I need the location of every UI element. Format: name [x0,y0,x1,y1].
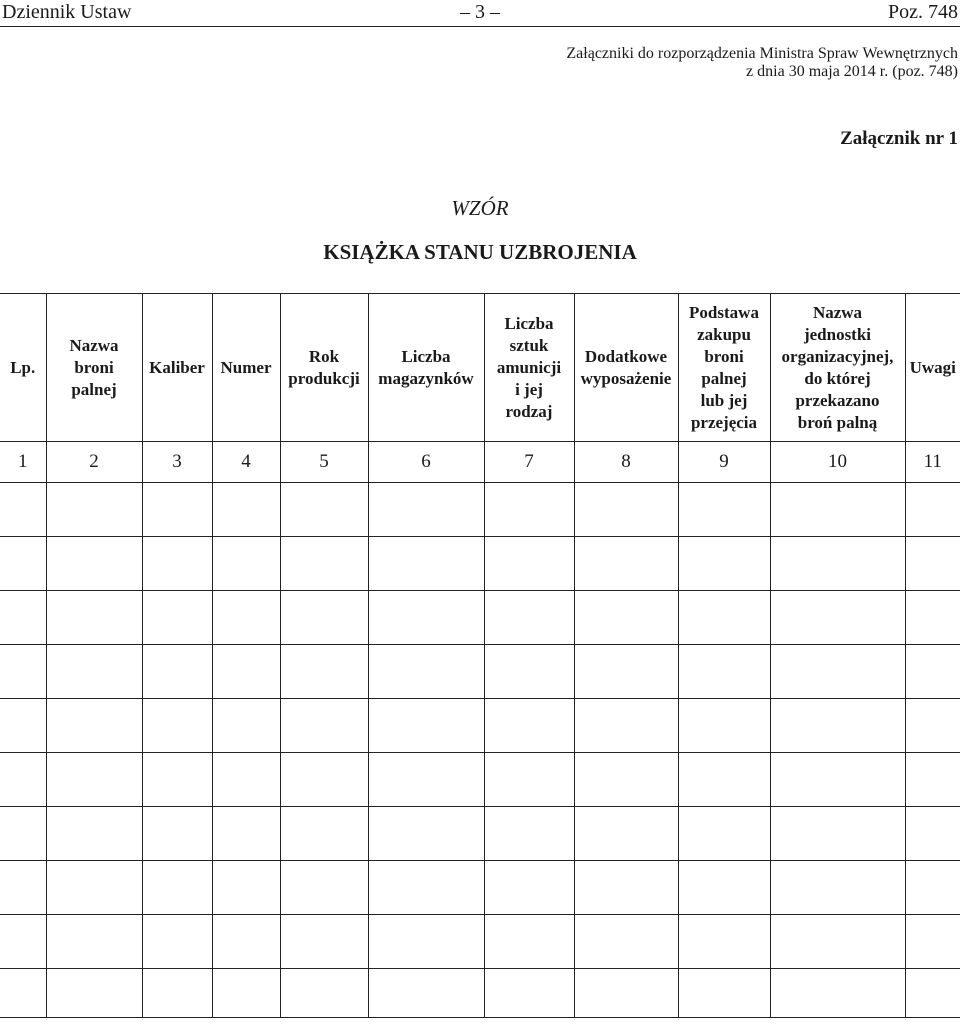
table-cell [46,915,142,969]
table-cell [574,591,678,645]
table-cell [770,645,905,699]
table-cell [212,591,280,645]
table-row [0,969,960,1018]
table-cell [770,969,905,1018]
annex-note: Załączniki do rozporządzenia Ministra Spraw Wewnętrznych z dnia 30 maja 2014 r. (poz. 748) [566,45,958,80]
table-cell [574,915,678,969]
table-cell [212,537,280,591]
table-cell [46,753,142,807]
table-cell [0,753,46,807]
table-cell [280,807,368,861]
table-cell [678,537,770,591]
table-row [0,483,960,537]
column-number: 3 [142,442,212,483]
table-cell [574,483,678,537]
column-header [280,294,368,442]
column-header [905,294,960,442]
table-cell [770,591,905,645]
column-number: 1 [0,442,46,483]
column-header-label: Rok produkcji [288,346,360,388]
table-cell [678,699,770,753]
table-cell [574,645,678,699]
table-cell [574,699,678,753]
column-number: 8 [574,442,678,483]
table-cell [574,537,678,591]
table-row [0,807,960,861]
column-header-label: Liczba sztuk amunicji i jej rodzaj [496,313,562,421]
table-cell [142,861,212,915]
table-cell [484,591,574,645]
table-row [0,591,960,645]
column-header [484,294,574,442]
table-cell [574,807,678,861]
table-cell [46,483,142,537]
table-cell [905,699,960,753]
journal-name: Dziennik Ustaw [2,1,132,23]
table-cell [46,969,142,1018]
table-cell [212,645,280,699]
column-number: 2 [46,442,142,483]
column-number: 11 [905,442,960,483]
table-cell [142,807,212,861]
table-cell [142,915,212,969]
table-cell [280,483,368,537]
table-cell [770,915,905,969]
table-cell [770,483,905,537]
table-cell [46,861,142,915]
table-cell [770,753,905,807]
table-cell [212,699,280,753]
table-cell [280,537,368,591]
table-cell [905,915,960,969]
page-header [0,0,960,26]
table-cell [142,699,212,753]
table-cell [770,537,905,591]
column-header-label: Numer [220,357,272,377]
table-row [0,915,960,969]
table-cell [46,699,142,753]
table-cell [678,645,770,699]
table-cell [905,645,960,699]
table-cell [46,537,142,591]
column-header [770,294,905,442]
table-cell [280,591,368,645]
column-header-label: Lp. [10,357,36,377]
table-cell [46,645,142,699]
column-number: 10 [770,442,905,483]
table-cell [280,699,368,753]
table-cell [142,591,212,645]
table-cell [142,969,212,1018]
table-cell [142,645,212,699]
table-cell [368,699,484,753]
table-cell [212,483,280,537]
table-cell [368,753,484,807]
table-cell [368,591,484,645]
table-cell [142,537,212,591]
document-title: KSIĄŻKA STANU UZBROJENIA [323,240,637,264]
column-header [368,294,484,442]
table-cell [484,807,574,861]
table-cell [484,753,574,807]
table-cell [0,645,46,699]
table-cell [678,969,770,1018]
header-row [0,294,960,442]
column-header-label: Podstawa zakupu broni palnej lub jej przejęcia [689,302,759,432]
column-header [0,294,46,442]
table-cell [905,483,960,537]
table-cell [484,861,574,915]
table-cell [574,861,678,915]
table-cell [280,969,368,1018]
column-header-label: Kaliber [149,357,205,377]
table-cell [905,753,960,807]
column-header [142,294,212,442]
table-cell [574,969,678,1018]
table-cell [770,807,905,861]
table-row [0,861,960,915]
table-cell [770,861,905,915]
table-cell [484,483,574,537]
table-cell [142,753,212,807]
table-cell [212,753,280,807]
table-cell [905,591,960,645]
table-cell [484,699,574,753]
table-cell [0,699,46,753]
column-number: 6 [368,442,484,483]
table-row [0,699,960,753]
table-cell [574,753,678,807]
column-header [212,294,280,442]
column-header-label: Nazwa jednostki organizacyjnej, do której przekazano broń palną [781,302,894,432]
table-cell [142,483,212,537]
table-cell [905,969,960,1018]
table-cell [678,753,770,807]
column-number: 5 [280,442,368,483]
template-label: WZÓR [451,196,509,220]
table-cell [678,807,770,861]
table-cell [484,645,574,699]
table-cell [0,969,46,1018]
column-number: 4 [212,442,280,483]
table-cell [212,915,280,969]
table-cell [368,645,484,699]
column-number: 7 [484,442,574,483]
table-cell [484,915,574,969]
table-cell [905,537,960,591]
table-cell [368,861,484,915]
table-cell [280,753,368,807]
table-cell [368,807,484,861]
table-cell [280,915,368,969]
table-cell [0,915,46,969]
table-cell [770,699,905,753]
table-cell [0,591,46,645]
table-cell [280,861,368,915]
table-cell [46,807,142,861]
table-cell [678,591,770,645]
table-cell [0,483,46,537]
table-cell [0,807,46,861]
header-divider [0,26,960,27]
table-cell [678,483,770,537]
table-cell [368,915,484,969]
table-cell [368,969,484,1018]
table-cell [484,969,574,1018]
column-header-label: Dodatkowe wyposażenie [580,346,672,388]
table-cell [46,591,142,645]
table-cell [484,537,574,591]
table-cell [0,861,46,915]
column-header [678,294,770,442]
column-number-row [0,442,960,483]
inventory-table [0,293,960,1018]
column-header-label: Liczba magazynków [378,346,474,388]
table-cell [678,861,770,915]
table-row [0,537,960,591]
column-header [46,294,142,442]
table-cell [905,807,960,861]
table-row [0,645,960,699]
annex-number: Załącznik nr 1 [840,128,958,149]
table-body [0,294,960,1018]
column-number: 9 [678,442,770,483]
table-cell [0,537,46,591]
column-header-label: Nazwa broni palnej [69,335,119,399]
column-header-label: Uwagi [909,357,956,377]
page-number: – 3 – [460,1,500,23]
table-cell [212,861,280,915]
table-cell [280,645,368,699]
table-cell [212,969,280,1018]
table-cell [212,807,280,861]
column-header [574,294,678,442]
table-cell [678,915,770,969]
table-cell [368,483,484,537]
table-cell [368,537,484,591]
table-row [0,753,960,807]
position-number: Poz. 748 [888,1,958,23]
table-cell [905,861,960,915]
